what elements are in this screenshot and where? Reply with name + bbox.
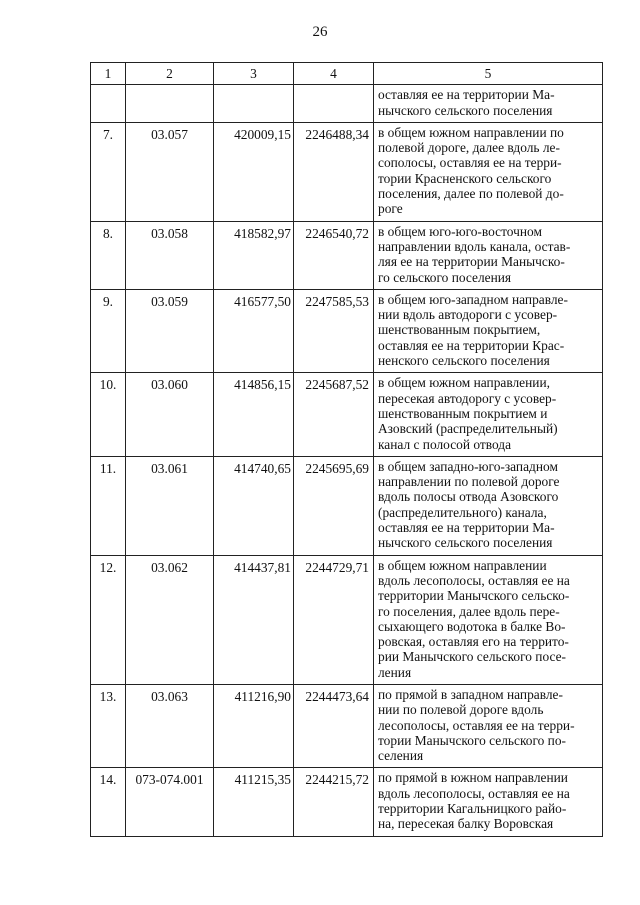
x-coordinate-cell: 418582,97: [214, 221, 294, 289]
x-coordinate-cell: 420009,15: [214, 122, 294, 221]
description-cell: [374, 221, 603, 289]
row-number-cell: 11.: [91, 456, 126, 555]
point-code-cell: 03.061: [126, 456, 214, 555]
column-header: 4: [294, 63, 374, 85]
table-row: [91, 289, 603, 372]
header-row: [91, 63, 603, 85]
empty-cell: [91, 85, 126, 123]
point-code-cell: 03.060: [126, 373, 214, 456]
description-line: территории Манычского сельско-: [378, 588, 570, 604]
x-coordinate-cell: 411216,90: [214, 684, 294, 767]
boundary-table: [90, 62, 603, 837]
description-line: оставляя ее на территории Ма-: [378, 520, 555, 536]
description-cell: [374, 456, 603, 555]
description-cell: [374, 373, 603, 456]
row-number-cell: 14.: [91, 768, 126, 836]
description-line: рии Манычского сельского посе-: [378, 649, 566, 665]
point-code-cell: 03.059: [126, 289, 214, 372]
x-coordinate-cell: 414856,15: [214, 373, 294, 456]
table-row: [91, 456, 603, 555]
description-cell: [374, 289, 603, 372]
table-row: [91, 122, 603, 221]
row-number-cell: 9.: [91, 289, 126, 372]
description-line: в общем южном направлении,: [378, 375, 550, 391]
description-line: по прямой в западном направле-: [378, 686, 563, 702]
description-cell: [374, 684, 603, 767]
table-row: [91, 684, 603, 767]
point-code-cell: 03.058: [126, 221, 214, 289]
description-line: роге: [378, 201, 403, 217]
x-coordinate-cell: 414740,65: [214, 456, 294, 555]
table-row: [91, 373, 603, 456]
description-line: тории Красненского сельского: [378, 170, 552, 186]
description-line: го сельского поселения: [378, 269, 512, 285]
empty-cell: [294, 85, 374, 123]
description-line: оставляя ее на территории Ма-: [378, 87, 555, 103]
y-coordinate-cell: 2245695,69: [294, 456, 374, 555]
y-coordinate-cell: 2244215,72: [294, 768, 374, 836]
description-line: шенствованным покрытием и: [378, 405, 548, 421]
description-line: в общем южном направлении: [378, 557, 547, 573]
description-cell: [374, 768, 603, 836]
column-header: 3: [214, 63, 294, 85]
description-line: поселения, далее по полевой до-: [378, 186, 564, 202]
description-line: (распределительного) канала,: [378, 504, 547, 520]
description-line: пересекая автодорогу с усовер-: [378, 390, 557, 406]
description-line: направлении по полевой дороге: [378, 474, 560, 490]
x-coordinate-cell: 414437,81: [214, 555, 294, 684]
description-line: вдоль полосы отвода Азовского: [378, 489, 559, 505]
description-cell: [374, 555, 603, 684]
description-line: шенствованным покрытием,: [378, 322, 541, 338]
description-line: в общем южном направлении по: [378, 124, 564, 140]
column-header: 2: [126, 63, 214, 85]
description-line: го поселения, далее вдоль пере-: [378, 603, 560, 619]
description-line: ления: [378, 664, 412, 680]
description-line: в общем юго-западном направле-: [378, 291, 568, 307]
table-body: [91, 63, 603, 837]
description-cell: [374, 122, 603, 221]
page-number: 26: [312, 24, 328, 40]
description-line: в общем западно-юго-западном: [378, 458, 558, 474]
y-coordinate-cell: 2244473,64: [294, 684, 374, 767]
empty-cell: [126, 85, 214, 123]
table-row: [91, 221, 603, 289]
y-coordinate-cell: 2246488,34: [294, 122, 374, 221]
description-line: Азовский (распределительный): [378, 421, 558, 437]
description-line: нии по полевой дороге вдоль: [378, 702, 544, 718]
y-coordinate-cell: 2244729,71: [294, 555, 374, 684]
description-line: на, пересекая балку Воровская: [378, 816, 554, 832]
description-line: оставляя ее на территории Крас-: [378, 337, 565, 353]
description-line: полевой дороге, далее вдоль ле-: [378, 140, 560, 156]
row-number-cell: 13.: [91, 684, 126, 767]
row-number-cell: 10.: [91, 373, 126, 456]
description-line: территории Кагальницкого райо-: [378, 801, 567, 817]
y-coordinate-cell: 2247585,53: [294, 289, 374, 372]
y-coordinate-cell: 2245687,52: [294, 373, 374, 456]
description-line: канал с полосой отвода: [378, 436, 512, 452]
point-code-cell: 03.057: [126, 122, 214, 221]
description-line: направлении вдоль канала, остав-: [378, 238, 571, 254]
description-line: тории Манычского сельского по-: [378, 732, 566, 748]
row-number-cell: 8.: [91, 221, 126, 289]
row-number-cell: 7.: [91, 122, 126, 221]
description-line: ляя ее на территории Манычско-: [378, 254, 565, 270]
point-code-cell: 03.063: [126, 684, 214, 767]
description-line: вдоль лесополосы, оставляя ее на: [378, 572, 570, 588]
description-line: ровская, оставляя его на террито-: [378, 634, 569, 650]
description-line: лесополосы, оставляя ее на терри-: [378, 717, 575, 733]
description-line: нычского сельского поселения: [378, 102, 553, 118]
description-line: сыхающего водотока в балке Во-: [378, 618, 566, 634]
description-line: селения: [378, 748, 424, 764]
description-cell: [374, 85, 603, 123]
continuation-row: [91, 85, 603, 123]
x-coordinate-cell: 416577,50: [214, 289, 294, 372]
y-coordinate-cell: 2246540,72: [294, 221, 374, 289]
description-line: вдоль лесополосы, оставляя ее на: [378, 785, 570, 801]
empty-cell: [214, 85, 294, 123]
description-line: нычского сельского поселения: [378, 535, 553, 551]
x-coordinate-cell: 411215,35: [214, 768, 294, 836]
point-code-cell: 03.062: [126, 555, 214, 684]
description-line: ненского сельского поселения: [378, 353, 550, 369]
table-row: [91, 555, 603, 684]
point-code-cell: 073-074.001: [126, 768, 214, 836]
column-header: 5: [374, 63, 603, 85]
table-row: [91, 768, 603, 836]
description-line: по прямой в южном направлении: [378, 770, 568, 786]
description-line: нии вдоль автодороги с усовер-: [378, 307, 558, 323]
description-line: сополосы, оставляя ее на терри-: [378, 155, 562, 171]
description-line: в общем юго-юго-восточном: [378, 223, 542, 239]
column-header: 1: [91, 63, 126, 85]
row-number-cell: 12.: [91, 555, 126, 684]
